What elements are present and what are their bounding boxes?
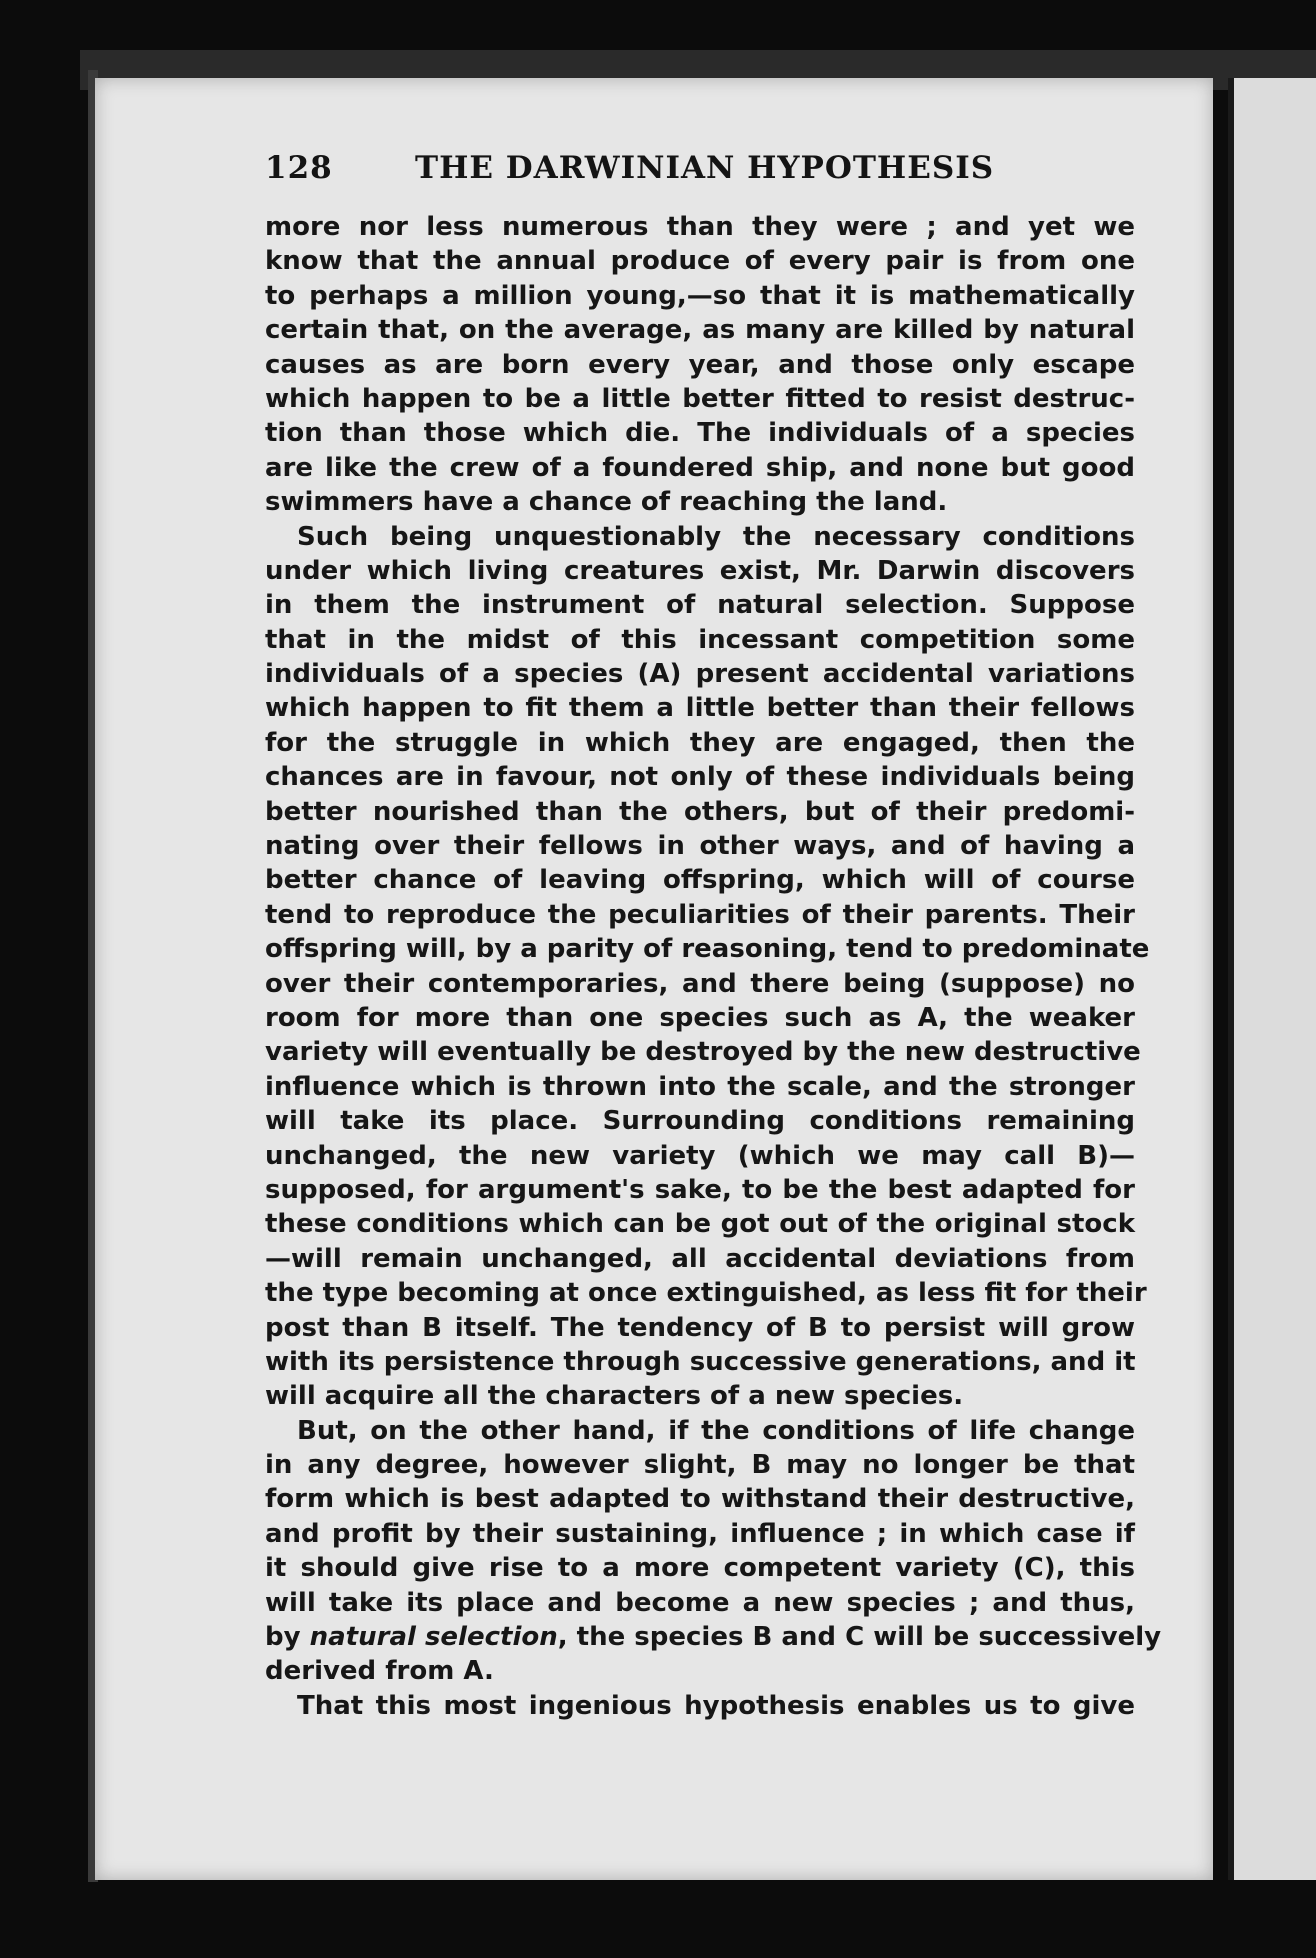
text-line: under which living creatures exist, Mr. Darwin discovers xyxy=(265,555,1135,586)
text-line: supposed, for argument's sake, to be the best adapted for xyxy=(265,1174,1135,1205)
text-line: better nourished than the others, but of their predomi- xyxy=(265,796,1135,827)
text-line: That this most ingenious hypothesis enables us to give xyxy=(297,1690,1135,1721)
text-line: it should give rise to a more competent variety (C), this xyxy=(265,1553,1135,1584)
text-line: tion than those which die. The individuals of a species xyxy=(265,418,1135,449)
text-line: room for more than one species such as A, the weaker xyxy=(265,1002,1135,1033)
text-line: causes as are born every year, and those only escape xyxy=(265,349,1135,380)
text-line: variety will eventually be destroyed by the new destructive xyxy=(265,1037,1141,1068)
text-line: will take its place. Surrounding conditions remaining xyxy=(265,1106,1135,1137)
text-line: and profit by their sustaining, influence ; in which case if xyxy=(265,1518,1135,1549)
text-line: tend to reproduce the peculiarities of their parents. Their xyxy=(265,899,1135,930)
text-line: certain that, on the average, as many are killed by natural xyxy=(265,315,1135,346)
facing-page-edge xyxy=(1228,78,1316,1880)
text-line: individuals of a species (A) present accidental variations xyxy=(265,659,1135,690)
running-title: THE DARWINIAN HYPOTHESIS xyxy=(415,150,995,186)
text-line: post than B itself. The tendency of B to persist will grow xyxy=(265,1312,1135,1343)
text-line: offspring will, by a parity of reasoning, tend to predominate xyxy=(265,934,1150,965)
text-line: unchanged, the new variety (which we may call B)— xyxy=(265,1140,1135,1171)
text-line: which happen to fit them a little better than their fellows xyxy=(265,693,1135,724)
running-header xyxy=(265,150,1135,186)
text-line: are like the crew of a foundered ship, and none but good xyxy=(265,452,1135,483)
text-line: But, on the other hand, if the conditions of life change xyxy=(297,1415,1135,1446)
text-line: form which is best adapted to withstand their destructive, xyxy=(265,1484,1135,1515)
text-line: which happen to be a little better fitted to resist destruc- xyxy=(265,383,1135,414)
text-line: that in the midst of this incessant competition some xyxy=(265,624,1135,655)
text-line: know that the annual produce of every pair is from one xyxy=(265,246,1135,277)
text-line: to perhaps a million young,—so that it is mathematically xyxy=(265,280,1135,311)
text-line: for the struggle in which they are engaged, then the xyxy=(265,727,1135,758)
text-line: Such being unquestionably the necessary conditions xyxy=(297,521,1135,552)
text-line: more nor less numerous than they were ; and yet we xyxy=(265,212,1135,242)
page-number: 128 xyxy=(265,150,333,186)
text-line: over their contemporaries, and there being (suppose) no xyxy=(265,968,1135,999)
text-line: swimmers have a chance of reaching the land. xyxy=(265,487,948,518)
text-line: derived from A. xyxy=(265,1656,494,1687)
text-line: will acquire all the characters of a new species. xyxy=(265,1381,964,1412)
body-text xyxy=(265,210,1162,1723)
text-line: with its persistence through successive generations, and it xyxy=(265,1346,1136,1377)
text-line: better chance of leaving offspring, which will of course xyxy=(265,865,1135,896)
text-line: influence which is thrown into the scale, and the stronger xyxy=(265,1071,1135,1102)
text-line: the type becoming at once extinguished, as less fit for their xyxy=(265,1278,1147,1309)
text-line: —will remain unchanged, all accidental deviations from xyxy=(265,1243,1135,1274)
text-line: these conditions which can be got out of the original stock xyxy=(265,1209,1135,1240)
text-run: by xyxy=(265,1622,310,1653)
text-line: chances are in favour, not only of these individuals being xyxy=(265,762,1135,793)
emphasized-text: natural selection xyxy=(309,1622,558,1653)
text-line: in them the instrument of natural selection. Suppose xyxy=(265,590,1135,621)
text-run: , the species B and C will be successively xyxy=(557,1622,1162,1653)
text-line: nating over their fellows in other ways, and of having a xyxy=(265,831,1135,862)
text-line: will take its place and become a new species ; and thus, xyxy=(265,1587,1135,1618)
text-line: in any degree, however slight, B may no longer be that xyxy=(265,1450,1135,1481)
text-line-with-emphasis xyxy=(265,1620,1162,1654)
